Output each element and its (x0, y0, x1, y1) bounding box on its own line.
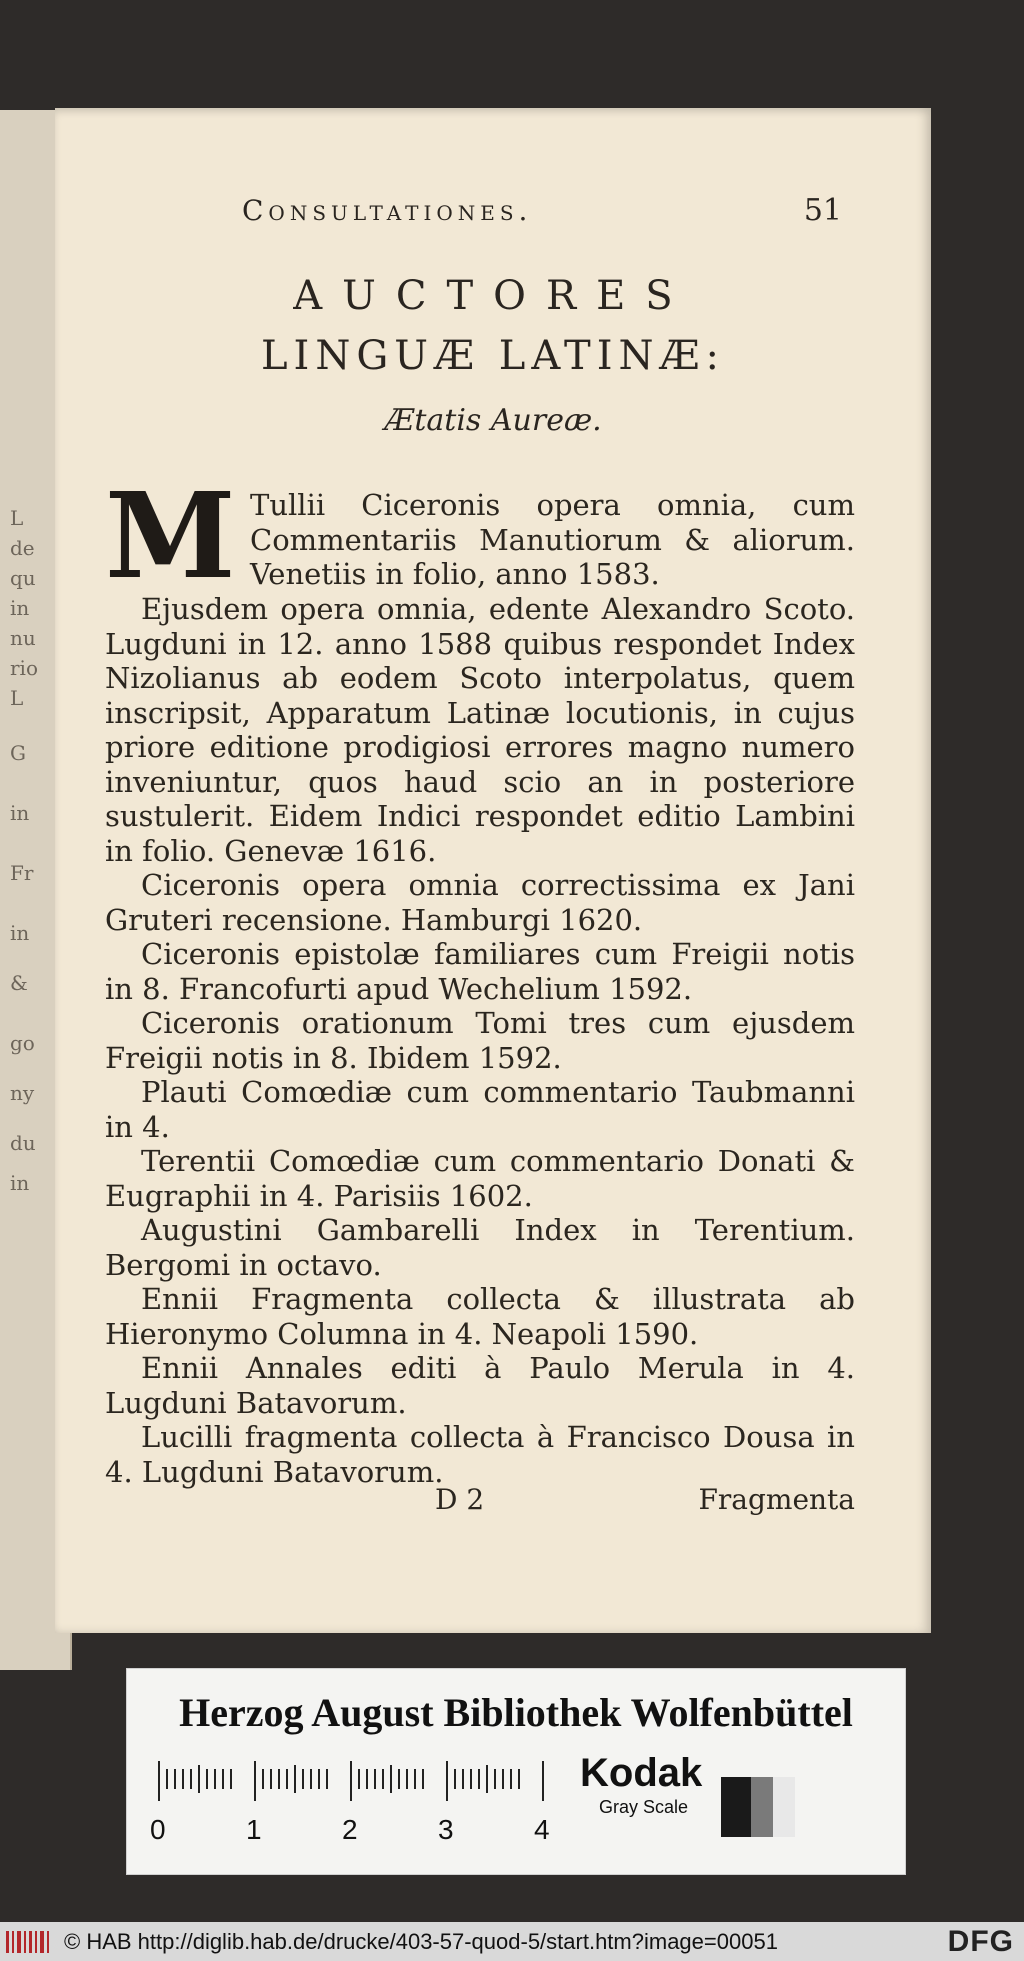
dfg-logo: DFG (947, 1925, 1014, 1958)
running-head: Consultationes. (242, 194, 533, 227)
prev-fragment: in (10, 1171, 30, 1195)
entry: Ciceronis opera omnia correctissima ex Jani Gruteri recensione. Hamburgi 1620. (105, 868, 855, 937)
kodak-subtitle: Gray Scale (599, 1797, 689, 1817)
prev-fragment: qu (10, 566, 36, 590)
copyright-link[interactable]: © HAB http://diglib.hab.de/drucke/403-57-quod-5/start.htm?image=00051 (64, 1928, 778, 1954)
ruler-number: 2 (342, 1814, 358, 1845)
book-page (55, 108, 931, 1633)
prev-fragment: nu (10, 626, 36, 650)
prev-fragment: L (10, 506, 24, 530)
ruler-icon (150, 1761, 559, 1861)
barcode-icon (4, 1927, 52, 1957)
body-text (105, 466, 855, 1489)
page-number: 51 (803, 193, 842, 228)
prev-fragment: in (10, 921, 30, 945)
prev-fragment: ny (10, 1081, 35, 1105)
prev-fragment: G (10, 741, 26, 765)
signature-mark: D 2 (435, 1483, 485, 1516)
ruler-number: 3 (438, 1814, 454, 1845)
prev-fragment: Fr (10, 861, 34, 885)
entry: Augustini Gambarelli Index in Terentium. Bergomi in octavo. (105, 1213, 855, 1282)
prev-fragment: & (10, 971, 28, 995)
status-bar (0, 1922, 1024, 1961)
ruler-number: 4 (534, 1814, 550, 1845)
drop-cap: M (105, 466, 236, 605)
prev-fragment: L (10, 686, 24, 710)
title-line-1: AUCTORES (293, 273, 693, 319)
entry: Terentii Comœdiæ cum commentario Donati & Eugraphii in 4. Parisiis 1602. (105, 1144, 855, 1213)
subtitle: Ætatis Aureæ. (384, 403, 602, 438)
title-line-2: LINGUÆ LATINÆ: (260, 333, 726, 379)
prev-fragment: in (10, 801, 30, 825)
entry: Lucilli fragmenta collecta à Francisco Dousa in 4. Lugduni Batavorum. (105, 1420, 855, 1489)
kodak-logo: Kodak (580, 1751, 703, 1795)
library-name: Herzog August Bibliothek Wolfenbüttel (179, 1690, 853, 1735)
page-footer (435, 1483, 855, 1516)
entry: Ennii Fragmenta collecta & illustrata ab Hieronymo Columna in 4. Neapoli 1590. (105, 1282, 855, 1351)
entry: Plauti Comœdiæ cum commentario Taubmanni in 4. (105, 1075, 855, 1144)
entry: Ejusdem opera omnia, edente Alexandro Scoto. Lugduni in 12. anno 1588 quibus respondet Index Nizolianus ab eodem Scoto interpolatus, quem inscripsit, Apparatum Latinæ locutionis, in cujus priore editione prodigiosi errores magno numero inveniuntur, quos haud scio an in posteriore sustulerit. Eidem Indici respondet editio Lambini in folio. Genevæ 1616. (105, 592, 855, 868)
catchword: Fragmenta (698, 1483, 855, 1516)
first-entry (105, 466, 855, 605)
entry: Ciceronis epistolæ familiares cum Freigii notis in 8. Francofurti apud Wechelium 1592. (105, 937, 855, 1006)
prev-fragment: in (10, 596, 30, 620)
prev-fragment: de (10, 536, 35, 560)
prev-fragment: rio (10, 656, 38, 680)
ruler-number: 1 (246, 1814, 262, 1845)
prev-fragment: du (10, 1131, 36, 1155)
page-header (242, 193, 842, 228)
entry-text: Tullii Ciceronis opera omnia, cum Commentariis Manutiorum & aliorum. Venetiis in folio, anno 1583. (250, 488, 855, 591)
gray-scale-patch-icon (721, 1777, 795, 1837)
entry: Ciceronis orationum Tomi tres cum ejusdem Freigii notis in 8. Ibidem 1592. (105, 1006, 855, 1075)
entry: Ennii Annales editi à Paulo Merula in 4. Lugduni Batavorum. (105, 1351, 855, 1420)
color-scale-card (126, 1668, 906, 1875)
prev-fragment: go (10, 1031, 35, 1055)
ruler-number: 0 (150, 1814, 166, 1845)
